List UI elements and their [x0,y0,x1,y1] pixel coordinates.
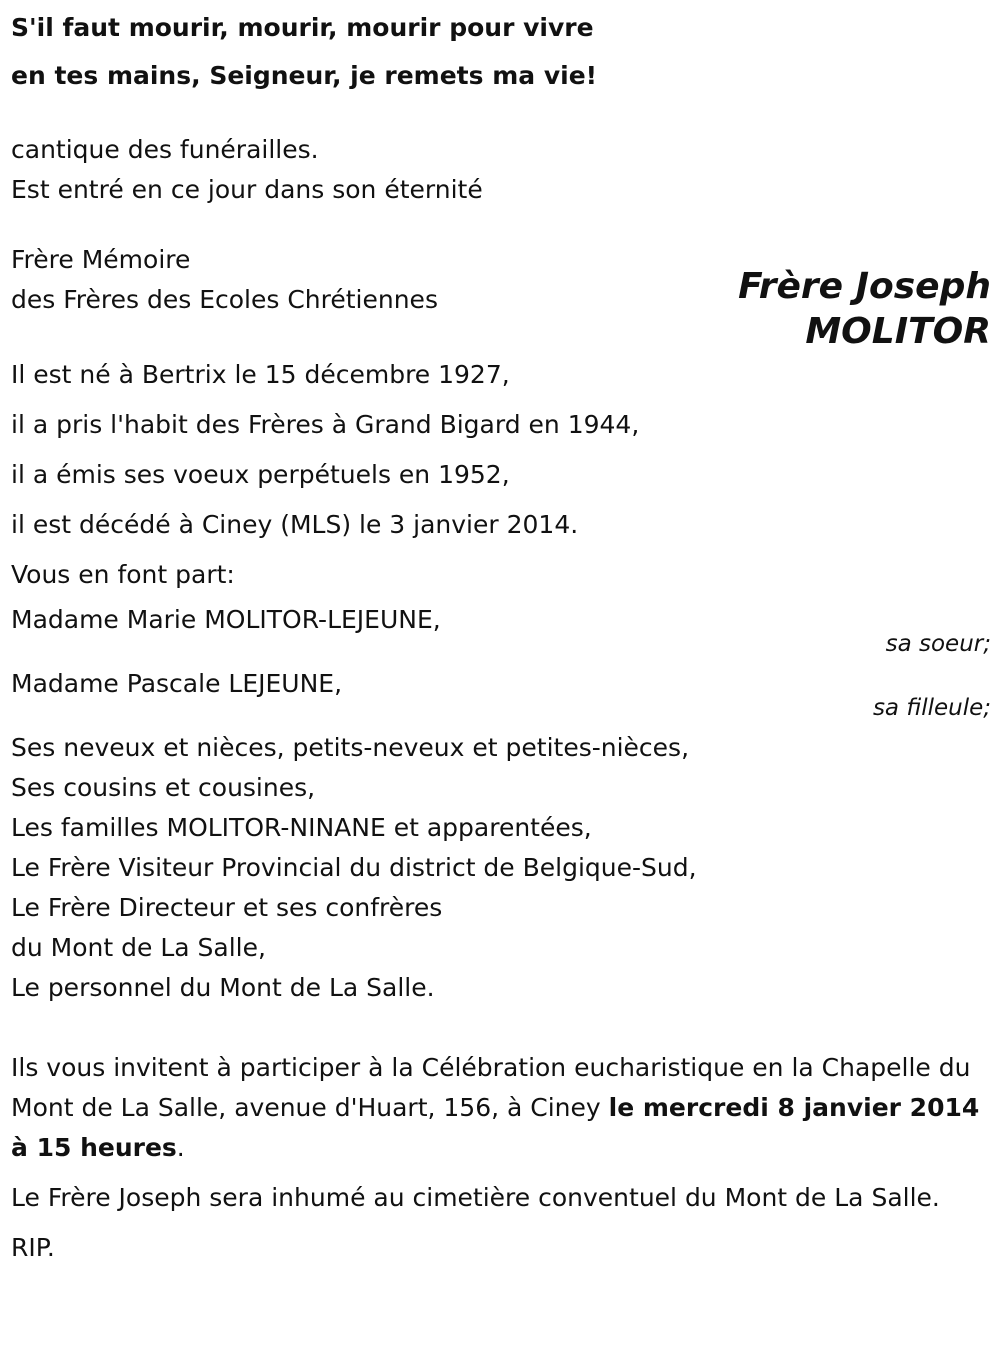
intro-line: cantique des funérailles. [11,135,319,164]
family-line: Ses cousins et cousines, [11,773,316,802]
invitation-text: Ils vous invitent à participer à la Célébration eucharistique en la Chapelle du Mont de La Salle, avenue d'Huart, 156, à Ciney [11,1053,971,1122]
closing: RIP. [11,1233,55,1262]
family-line: Le Frère Directeur et ses confrères [11,893,443,922]
relative-name: Madame Marie MOLITOR-LEJEUNE, [11,605,441,634]
obituary-page [11,4,991,1268]
invitation [11,1048,991,1168]
family-list [11,728,991,1008]
order-line: Frère Mémoire [11,245,191,274]
epigraph [11,4,991,100]
intro [11,130,991,210]
relative-row [11,600,991,664]
burial-note: Le Frère Joseph sera inhumé au cimetière conventuel du Mont de La Salle. [11,1183,940,1212]
invitation-end: . [176,1133,185,1162]
biography-line: Vous en font part: [11,560,235,589]
relative-row [11,664,991,728]
deceased-name [738,264,991,354]
deceased-first-name: Frère Joseph [738,266,991,307]
epigraph-line: S'il faut mourir, mourir, mourir pour vivre [11,13,594,42]
biography-line: Il est né à Bertrix le 15 décembre 1927, [11,360,510,389]
deceased-last-name: MOLITOR [805,311,991,352]
order-line: des Frères des Ecoles Chrétiennes [11,285,438,314]
relative-relation: sa filleule; [872,695,991,721]
intro-line: Est entré en ce jour dans son éternité [11,175,483,204]
family-line: Le personnel du Mont de La Salle. [11,973,435,1002]
relative-relation: sa soeur; [885,631,991,657]
biography [11,350,991,600]
biography-line: il a émis ses voeux perpétuels en 1952, [11,460,510,489]
invitation-date: le mercredi 8 janvier 2014 à 15 heures [11,1093,980,1162]
relative-name: Madame Pascale LEJEUNE, [11,669,343,698]
family-line: Ses neveux et nièces, petits-neveux et petites-nièces, [11,733,690,762]
family-line: du Mont de La Salle, [11,933,266,962]
family-line: Les familles MOLITOR-NINANE et apparentées, [11,813,592,842]
biography-line: il a pris l'habit des Frères à Grand Bigard en 1944, [11,410,640,439]
biography-line: il est décédé à Ciney (MLS) le 3 janvier 2014. [11,510,579,539]
family-line: Le Frère Visiteur Provincial du district de Belgique-Sud, [11,853,697,882]
epigraph-line: en tes mains, Seigneur, je remets ma vie! [11,61,598,90]
